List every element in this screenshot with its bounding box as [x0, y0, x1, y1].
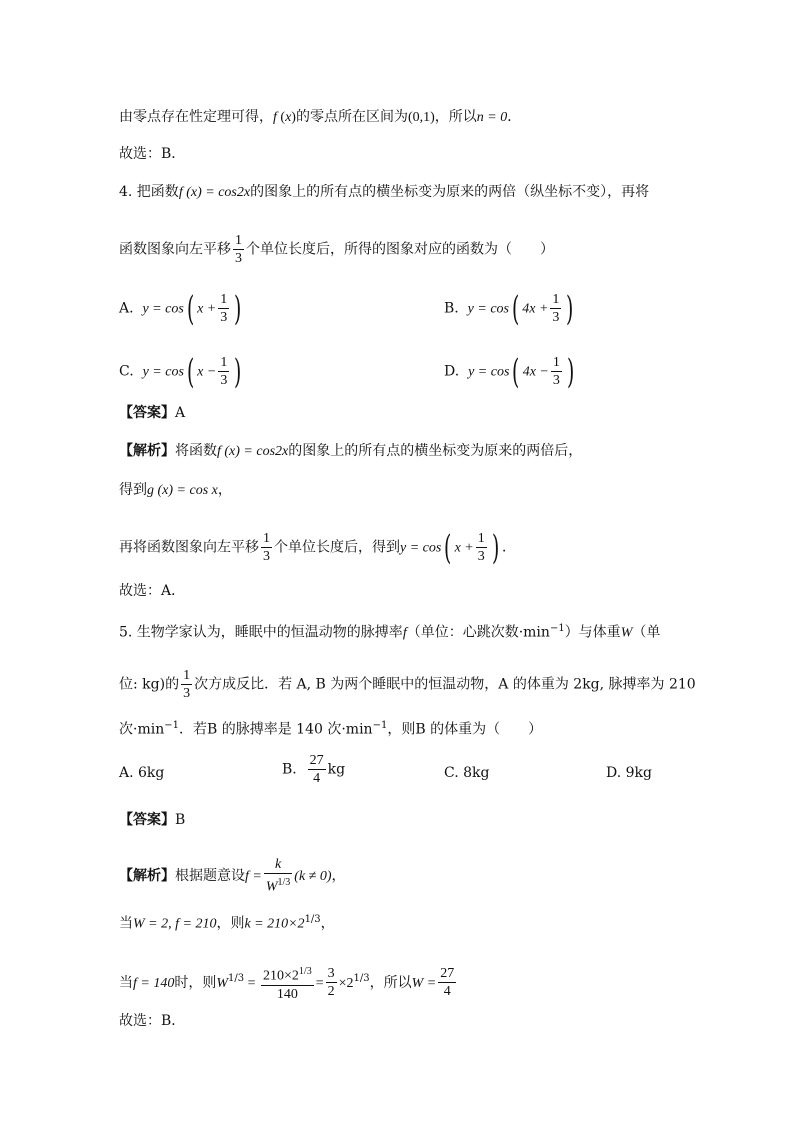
exponent: 1/3 [228, 973, 245, 985]
text: （单位：心跳次数·min [406, 624, 550, 641]
exponent: 1/3 [277, 877, 291, 888]
unit: kg [327, 761, 346, 778]
denominator: 3 [552, 310, 560, 325]
math: f (x) = cos2x [217, 444, 289, 459]
fraction [308, 752, 326, 787]
denominator: 4 [313, 771, 321, 786]
math: ×2 [338, 975, 354, 991]
denominator: 3 [183, 686, 191, 701]
math: f = [245, 868, 262, 884]
denominator: 3 [477, 549, 485, 564]
text: 再将函数图象向左平移 [119, 539, 259, 556]
text: ， [331, 867, 346, 884]
fraction [261, 530, 272, 565]
text: 的图象上的所有点的横坐标变为原来的两倍后， [288, 443, 583, 459]
numerator: 210×2 [263, 968, 299, 984]
option-label: C. [119, 363, 134, 380]
math: g (x) = cos x [147, 483, 218, 498]
text: 的图象上的所有点的横坐标变为原来的两倍（纵坐标不变），再将 [250, 184, 650, 200]
option-label: B. [282, 761, 297, 778]
math-f: f [273, 110, 277, 125]
math: y = cos [400, 540, 442, 556]
denominator: 3 [263, 549, 270, 564]
math: W = [411, 975, 437, 991]
fraction [476, 530, 487, 565]
math: 4x − [522, 364, 549, 380]
text: 个单位长度后，得到 [274, 539, 400, 556]
text: ，所以 [369, 974, 412, 991]
numerator: 1 [552, 292, 560, 307]
fraction [550, 291, 561, 326]
answer-value: B [175, 812, 186, 828]
q5-option-c[interactable]: C. 8kg [444, 765, 490, 781]
numerator: 1 [220, 292, 228, 307]
text: ． [502, 539, 517, 556]
text: 由零点存在性定理可得， [119, 109, 273, 125]
math: 4x + [522, 301, 549, 317]
q5-stem-line1 [119, 619, 660, 644]
superscript: −1 [549, 623, 565, 634]
denominator: 3 [552, 373, 560, 388]
text: ）与体重 [564, 624, 621, 641]
option-label: A. [119, 300, 134, 317]
text: 个单位长度后，所得的图象对应的函数为（ ） [246, 241, 554, 258]
fraction [326, 965, 337, 1000]
analysis-tag: 【解析】 [119, 443, 175, 459]
fraction [181, 667, 192, 702]
numerator: 27 [440, 966, 455, 982]
exponent: 1/3 [304, 914, 321, 925]
numerator: 1 [220, 355, 228, 370]
denominator: 3 [220, 373, 228, 388]
numerator: 27 [309, 753, 324, 768]
q4-analysis-line3: 再将函数图象向左平移 $\frac{1}{3}$ 个单位长度后，得到y = cos( x + $\frac{1}{3}$ ) ． [119, 527, 517, 568]
option-label: B. [444, 300, 459, 317]
numerator: 1 [552, 355, 560, 370]
math: y = cos [467, 301, 509, 317]
math: = [315, 975, 324, 991]
fraction [218, 291, 229, 326]
denominator: W [265, 879, 278, 895]
text: ，则B 的体重为（ ） [387, 721, 543, 738]
choice-line: 故选：B． [119, 146, 186, 162]
q5-answer [119, 810, 185, 830]
math: y = cos [142, 364, 184, 380]
text: 得到 [119, 482, 147, 498]
text: ，所以 [434, 109, 477, 125]
numerator: k [264, 856, 292, 874]
math: W [216, 975, 229, 991]
answer-tag: 【答案】 [119, 812, 175, 828]
q4-option-d[interactable]: D. y = cos( 4x − $\frac{1}{3}$ ) [444, 351, 575, 392]
math: (k ≠ 0) [294, 868, 332, 884]
q5-choice: 故选：B． [119, 1013, 186, 1029]
q4-analysis-line2 [119, 480, 232, 501]
text: 将函数 [175, 443, 217, 459]
text: 根据题意设 [175, 867, 245, 884]
answer-tag: 【答案】 [119, 405, 175, 421]
denominator: 4 [443, 984, 451, 1000]
q4-choice: 故选：A． [119, 583, 186, 599]
q5-stem-line2 [119, 667, 696, 702]
denominator: 3 [220, 310, 228, 325]
numerator: 1 [183, 668, 191, 683]
superscript: −1 [372, 720, 388, 731]
math: W = 2, f = 210 [133, 916, 217, 932]
math-f: f [402, 625, 407, 641]
text: ， [320, 915, 335, 932]
exponent: 1/3 [353, 973, 370, 985]
text: ． [507, 109, 522, 125]
math: x − [197, 364, 217, 380]
text: 5. 生物学家认为，睡眠中的恒温动物的脉搏率 [119, 624, 403, 641]
text: ，则 [216, 915, 245, 932]
fraction [233, 232, 244, 267]
fraction [261, 963, 314, 1003]
q4-option-a[interactable]: A. y = cos( x + $\frac{1}{3}$ ) [119, 288, 242, 329]
conclusion-line: 由零点存在性定理可得，f (x)的零点所在区间为(0,1)，所以n = 0． [119, 109, 522, 125]
text: 函数图象向左平移 [119, 241, 231, 258]
math: y = cos [142, 301, 184, 317]
numerator: 3 [327, 966, 335, 982]
math: f = 140 [133, 975, 175, 991]
text: 次方成反比．若 A, B 为两个睡眠中的恒温动物，A 的体重为 2kg, 脉搏率为 210 [194, 676, 696, 693]
text: 次·min [119, 721, 165, 738]
analysis-tag: 【解析】 [119, 867, 175, 884]
text: 当 [119, 915, 133, 932]
fraction [264, 856, 292, 896]
q5-analysis-line3: 当f = 140时，则$W^{1/3}$ = $\frac{210\times 2^{1/3}}{140}$ = $\frac{3}{2}$ $\times 2^{1/3}$，所以W = $\frac{27}{4}$ [119, 963, 458, 1003]
q4-option-c[interactable]: C. y = cos( x − $\frac{1}{3}$ ) [119, 351, 242, 392]
fraction [438, 965, 456, 1000]
q5-analysis-line2 [119, 910, 335, 935]
q5-stem-line3 [119, 716, 542, 740]
math-eq: n = 0 [476, 110, 508, 125]
denominator: 140 [276, 986, 298, 1002]
interval: (0,1) [407, 110, 435, 125]
denominator: 3 [235, 251, 242, 266]
q4-stem-line1 [119, 182, 649, 203]
q5-analysis-line1 [119, 856, 346, 896]
text: ， [217, 482, 232, 498]
math: x + [454, 540, 474, 556]
text: 4. 把函数 [119, 184, 179, 200]
denominator: 2 [327, 984, 335, 1000]
fraction [551, 354, 562, 389]
text: 的零点所在区间为 [295, 109, 408, 125]
q5-option-b[interactable] [282, 752, 345, 787]
text: 当 [119, 974, 133, 991]
q4-stem-line2 [119, 232, 554, 267]
math-x: x [285, 110, 292, 125]
text: （单 [632, 624, 661, 641]
math-fx: f (x) = cos2x [178, 185, 251, 200]
math-W: W [620, 625, 633, 641]
q4-answer [119, 403, 185, 423]
option-label: D. [444, 363, 460, 380]
q4-analysis-line1 [119, 441, 582, 462]
text: ．若B 的脉搏率是 140 次·min [178, 721, 373, 738]
numerator: 1 [477, 531, 485, 546]
math: x + [197, 301, 217, 317]
exponent: 1/3 [298, 966, 312, 977]
superscript: −1 [164, 720, 179, 731]
numerator: 1 [263, 531, 270, 546]
numerator: 1 [235, 233, 242, 248]
q4-option-b[interactable]: B. y = cos( 4x + $\frac{1}{3}$ ) [444, 288, 574, 329]
math: k = 210×2 [244, 916, 305, 932]
text: 位: kg)的 [119, 676, 180, 693]
fraction [218, 354, 229, 389]
text: 时，则 [174, 974, 217, 991]
q5-option-a[interactable]: A. 6kg [119, 765, 165, 781]
answer-value: A [175, 405, 186, 421]
q5-option-d[interactable]: D. 9kg [606, 765, 652, 781]
math: y = cos [468, 364, 510, 380]
